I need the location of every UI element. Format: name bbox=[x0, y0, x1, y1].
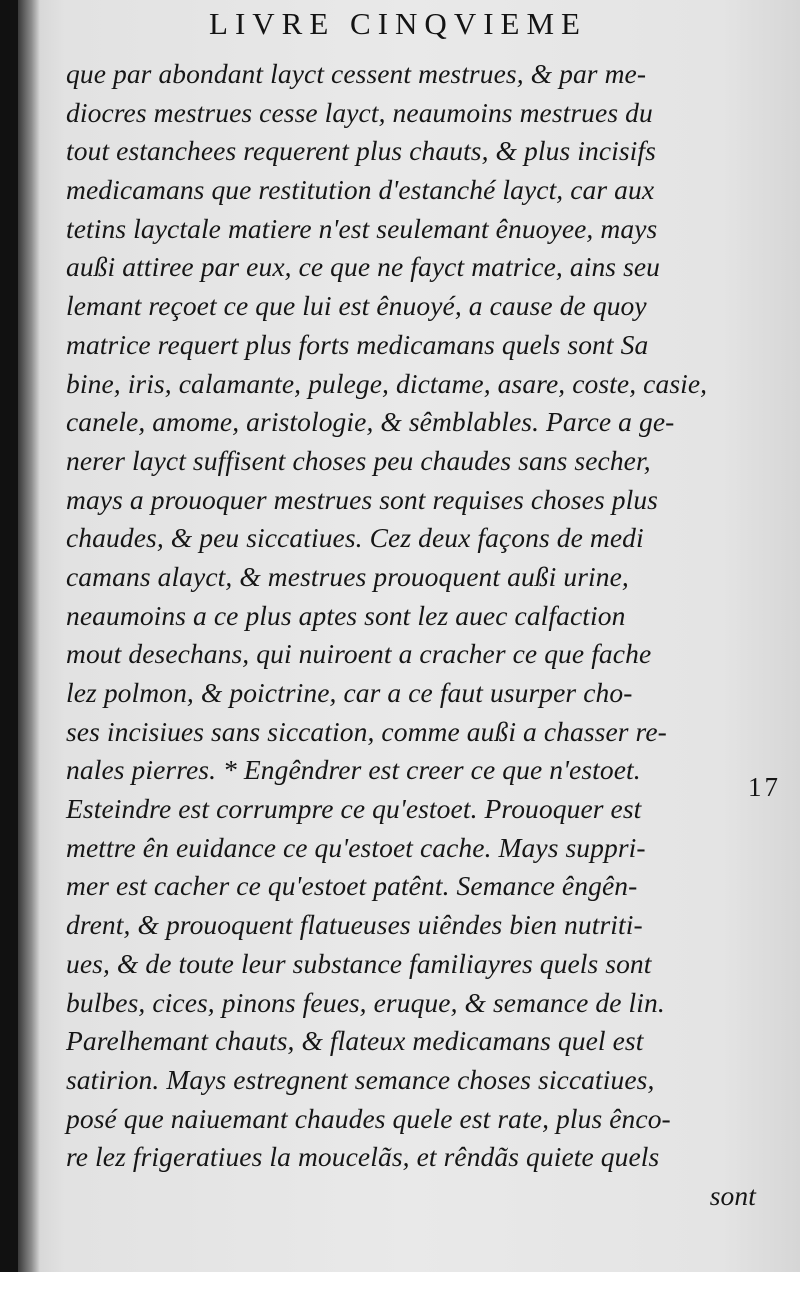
text-line: ses incisiues sans siccation, comme außi a chasser re- bbox=[66, 715, 667, 747]
scan-bottom-edge bbox=[0, 1272, 800, 1291]
text-line: lemant reçoet ce que lui est ênuoyé, a cause de quoy bbox=[66, 290, 647, 322]
text-line: bine, iris, calamante, pulege, dictame, asare, coste, casie, bbox=[66, 367, 708, 399]
text-line: neaumoins a ce plus aptes sont lez auec calfaction bbox=[66, 599, 626, 631]
book-page bbox=[18, 0, 800, 1291]
gutter-shadow bbox=[18, 0, 40, 1291]
text-line: mout desechans, qui nuiroent a cracher ce que fache bbox=[66, 638, 652, 670]
body-text bbox=[66, 55, 766, 1216]
text-line: mettre ên euidance ce qu'estoet cache. Mays suppri- bbox=[66, 831, 646, 863]
text-line: lez polmon, & poictrine, car a ce faut usurper cho- bbox=[66, 677, 633, 708]
text-line: diocres mestrues cesse layct, neaumoins mestrues du bbox=[66, 96, 653, 128]
text-line: chaudes, & peu siccatiues. Cez deux façons de medi bbox=[66, 522, 644, 554]
text-line: camans alayct, & mestrues prouoquent außi urine, bbox=[66, 560, 629, 592]
running-head: LIVRE CINQVIEME bbox=[209, 6, 587, 41]
margin-number: 17 bbox=[748, 772, 781, 802]
text-line: nerer layct suffisent choses peu chaudes sans secher, bbox=[66, 444, 651, 476]
text-line: außi attiree par eux, ce que ne fayct matrice, ains seu bbox=[66, 251, 661, 283]
catchword: sont bbox=[709, 1179, 756, 1211]
text-line: mays a prouoquer mestrues sont requises choses plus bbox=[66, 483, 658, 515]
text-line: ues, & de toute leur substance familiayres quels sont bbox=[66, 947, 652, 979]
text-line: que par abondant layct cessent mestrues, & par me- bbox=[66, 58, 647, 89]
text-line: satirion. Mays estregnent semance choses siccatiues, bbox=[66, 1063, 655, 1095]
text-line: drent, & prouoquent flatueuses uiêndes bien nutriti- bbox=[66, 909, 643, 941]
text-line: bulbes, cices, pinons feues, eruque, & semance de lin. bbox=[66, 986, 665, 1018]
text-line: canele, amome, aristologie, & sêmblables. Parce a ge- bbox=[66, 406, 675, 438]
text-line: tetins layctale matiere n'est seulemant ênuoyee, mays bbox=[66, 212, 658, 244]
text-line: tout estanchees requerent plus chauts, & plus incisifs bbox=[66, 135, 656, 167]
text-line: Esteindre est corrumpre ce qu'estoet. Prouoquer est bbox=[66, 793, 642, 825]
text-line: medicamans que restitution d'estanché layct, car aux bbox=[66, 174, 655, 206]
text-line: mer est cacher ce qu'estoet patênt. Semance êngên- bbox=[66, 870, 638, 902]
text-line: matrice requert plus forts medicamans quels sont Sa bbox=[66, 328, 649, 360]
text-line: Parelhemant chauts, & flateux medicamans quel est bbox=[66, 1025, 644, 1057]
text-line: nales pierres. * Engêndrer est creer ce que n'estoet. bbox=[66, 754, 641, 786]
text-line: posé que naiuemant chaudes quele est rate, plus ênco- bbox=[66, 1102, 671, 1134]
text-line: re lez frigeratiues la moucelãs, et rêndãs quiete quels bbox=[66, 1141, 660, 1173]
